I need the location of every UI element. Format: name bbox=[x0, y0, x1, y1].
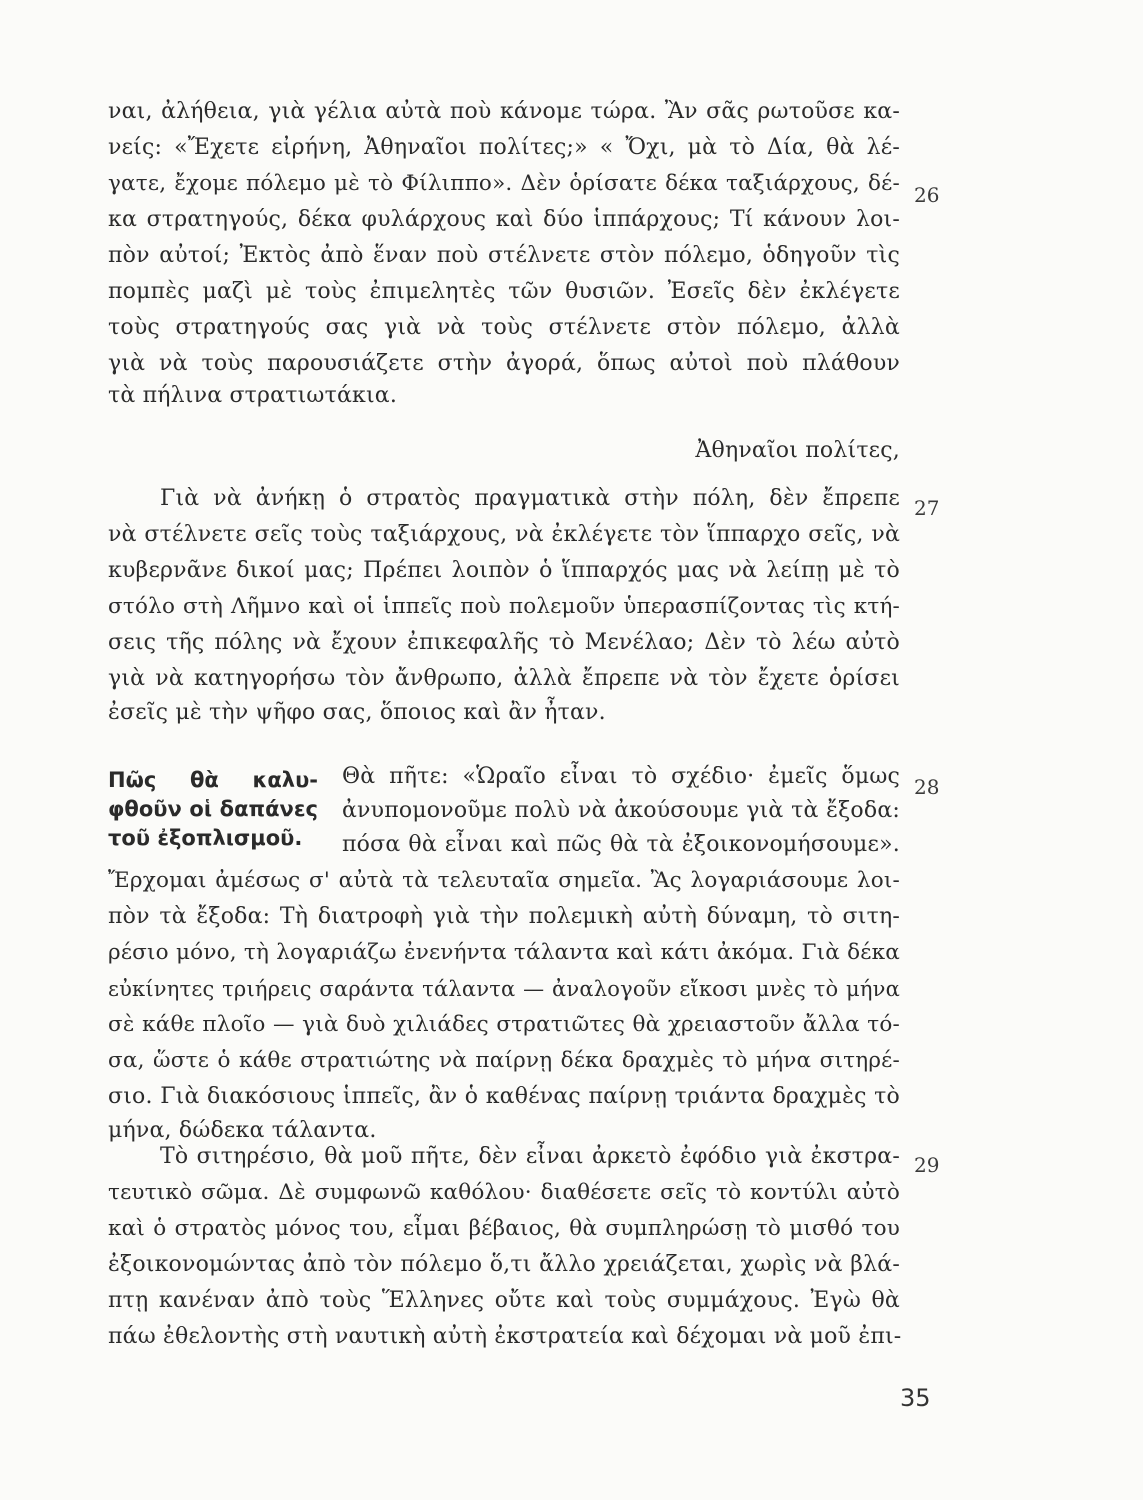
side-heading-line: φθοῦν οἱ δαπάνες bbox=[108, 797, 318, 821]
margin-number: 27 bbox=[914, 496, 940, 520]
text-line: ναι, ἀλήθεια, γιὰ γέλια αὐτὰ ποὺ κάνομε τώρα. Ἂν σᾶς ρωτοῦσε κα- bbox=[108, 99, 900, 124]
side-heading-line: τοῦ ἐξοπλισμοῦ. bbox=[108, 826, 303, 850]
side-heading-line: Πῶς θὰ καλυ- bbox=[108, 768, 318, 792]
text-line: σεις τῆς πόλης νὰ ἔχουν ἐπικεφαλῆς τὸ Μενέλαο; Δὲν τὸ λέω αὐτὸ bbox=[108, 630, 900, 655]
text-line: κυβερνᾶνε δικοί μας; Πρέπει λοιπὸν ὁ ἵππαρχός μας νὰ λείπῃ μὲ τὸ bbox=[108, 558, 900, 583]
side-heading bbox=[108, 766, 328, 853]
text-line: σιο. Γιὰ διακόσιους ἱππεῖς, ἂν ὁ καθένας παίρνῃ τριάντα δραχμὲς τὸ bbox=[108, 1084, 900, 1109]
text-line: ἀνυπομονοῦμε πολὺ νὰ ἀκούσουμε γιὰ τὰ ἔξοδα: bbox=[342, 798, 900, 823]
text-line: Ἔρχομαι ἀμέσως σ' αὐτὰ τὰ τελευταῖα σημεῖα. Ἂς λογαριάσουμε λοι- bbox=[108, 868, 900, 893]
text-line: πὸν αὐτοί; Ἐκτὸς ἀπὸ ἕναν ποὺ στέλνετε στὸν πόλεμο, ὁδηγοῦν τὶς bbox=[108, 243, 900, 268]
address-line: Ἀθηναῖοι πολίτες, bbox=[695, 438, 900, 463]
page-number: 35 bbox=[900, 1384, 931, 1412]
text-line: νὰ στέλνετε σεῖς τοὺς ταξιάρχους, νὰ ἐκλέγετε τὸν ἵππαρχο σεῖς, νὰ bbox=[108, 522, 900, 547]
text-line: στόλο στὴ Λῆμνο καὶ οἱ ἱππεῖς ποὺ πολεμοῦν ὑπερασπίζοντας τὶς κτή- bbox=[108, 594, 900, 619]
text-line: μήνα, δώδεκα τάλαντα. bbox=[108, 1118, 377, 1143]
text-line: ρέσιο μόνο, τὴ λογαριάζω ἐνενήντα τάλαντα καὶ κάτι ἀκόμα. Γιὰ δέκα bbox=[108, 940, 900, 965]
text-line: πὸν τὰ ἔξοδα: Τὴ διατροφὴ γιὰ τὴν πολεμικὴ αὐτὴ δύναμη, τὸ σιτη- bbox=[108, 904, 900, 929]
text-line: εὐκίνητες τριήρεις σαράντα τάλαντα — ἀναλογοῦν εἴκοσι μνὲς τὸ μήνα bbox=[108, 977, 900, 1001]
text-line: Τὸ σιτηρέσιο, θὰ μοῦ πῆτε, δὲν εἶναι ἀρκετὸ ἐφόδιο γιὰ ἐκστρα- bbox=[160, 1144, 900, 1169]
text-line: σα, ὥστε ὁ κάθε στρατιώτης νὰ παίρνῃ δέκα δραχμὲς τὸ μήνα σιτηρέ- bbox=[108, 1048, 900, 1073]
text-line: κα στρατηγούς, δέκα φυλάρχους καὶ δύο ἱππάρχους; Τί κάνουν λοι- bbox=[108, 207, 900, 232]
text-line: Γιὰ νὰ ἀνήκῃ ὁ στρατὸς πραγματικὰ στὴν πόλη, δὲν ἔπρεπε bbox=[160, 486, 900, 511]
text-line: καὶ ὁ στρατὸς μόνος του, εἶμαι βέβαιος, θὰ συμπληρώσῃ τὸ μισθό του bbox=[108, 1216, 900, 1241]
margin-number: 28 bbox=[914, 775, 940, 799]
text-line: τευτικὸ σῶμα. Δὲ συμφωνῶ καθόλου· διαθέσετε σεῖς τὸ κοντύλι αὐτὸ bbox=[108, 1180, 900, 1205]
text-line: νείς: «Ἔχετε εἰρήνη, Ἀθηναῖοι πολίτες;» « Ὄχι, μὰ τὸ Δία, θὰ λέ- bbox=[108, 135, 900, 160]
text-line: πτῃ κανέναν ἀπὸ τοὺς Ἕλληνες οὔτε καὶ τοὺς συμμάχους. Ἐγὼ θὰ bbox=[108, 1288, 900, 1313]
text-line: σὲ κάθε πλοῖο — γιὰ δυὸ χιλιάδες στρατιῶτες θὰ χρειαστοῦν ἄλλα τό- bbox=[108, 1012, 900, 1037]
text-line: τοὺς στρατηγούς σας γιὰ νὰ τοὺς στέλνετε στὸν πόλεμο, ἀλλὰ bbox=[108, 315, 900, 340]
text-line: πομπὲς μαζὶ μὲ τοὺς ἐπιμελητὲς τῶν θυσιῶν. Ἐσεῖς δὲν ἐκλέγετε bbox=[108, 279, 900, 304]
text-line: ἐσεῖς μὲ τὴν ψῆφο σας, ὅποιος καὶ ἂν ἦταν. bbox=[108, 700, 606, 725]
text-line: τὰ πήλινα στρατιωτάκια. bbox=[108, 383, 398, 408]
text-line: γιὰ νὰ κατηγορήσω τὸν ἄνθρωπο, ἀλλὰ ἔπρεπε νὰ τὸν ἔχετε ὁρίσει bbox=[108, 666, 900, 691]
text-line: γιὰ νὰ τοὺς παρουσιάζετε στὴν ἀγορά, ὅπως αὐτοὶ ποὺ πλάθουν bbox=[108, 351, 900, 376]
text-line: γατε, ἔχομε πόλεμο μὲ τὸ Φίλιππο». Δὲν ὁρίσατε δέκα ταξιάρχους, δέ- bbox=[108, 171, 900, 196]
text-line: πάω ἐθελοντὴς στὴ ναυτικὴ αὐτὴ ἐκστρατεία καὶ δέχομαι νὰ μοῦ ἐπι- bbox=[108, 1324, 902, 1349]
margin-number: 26 bbox=[914, 183, 940, 207]
margin-number: 29 bbox=[914, 1153, 940, 1177]
text-line: πόσα θὰ εἶναι καὶ πῶς θὰ τὰ ἐξοικονομήσουμε». bbox=[342, 832, 900, 857]
text-line: ἐξοικονομώντας ἀπὸ τὸν πόλεμο ὅ,τι ἄλλο χρειάζεται, χωρὶς νὰ βλά- bbox=[108, 1252, 900, 1277]
text-line: Θὰ πῆτε: «Ὡραῖο εἶναι τὸ σχέδιο· ἐμεῖς ὅμως bbox=[342, 764, 900, 789]
